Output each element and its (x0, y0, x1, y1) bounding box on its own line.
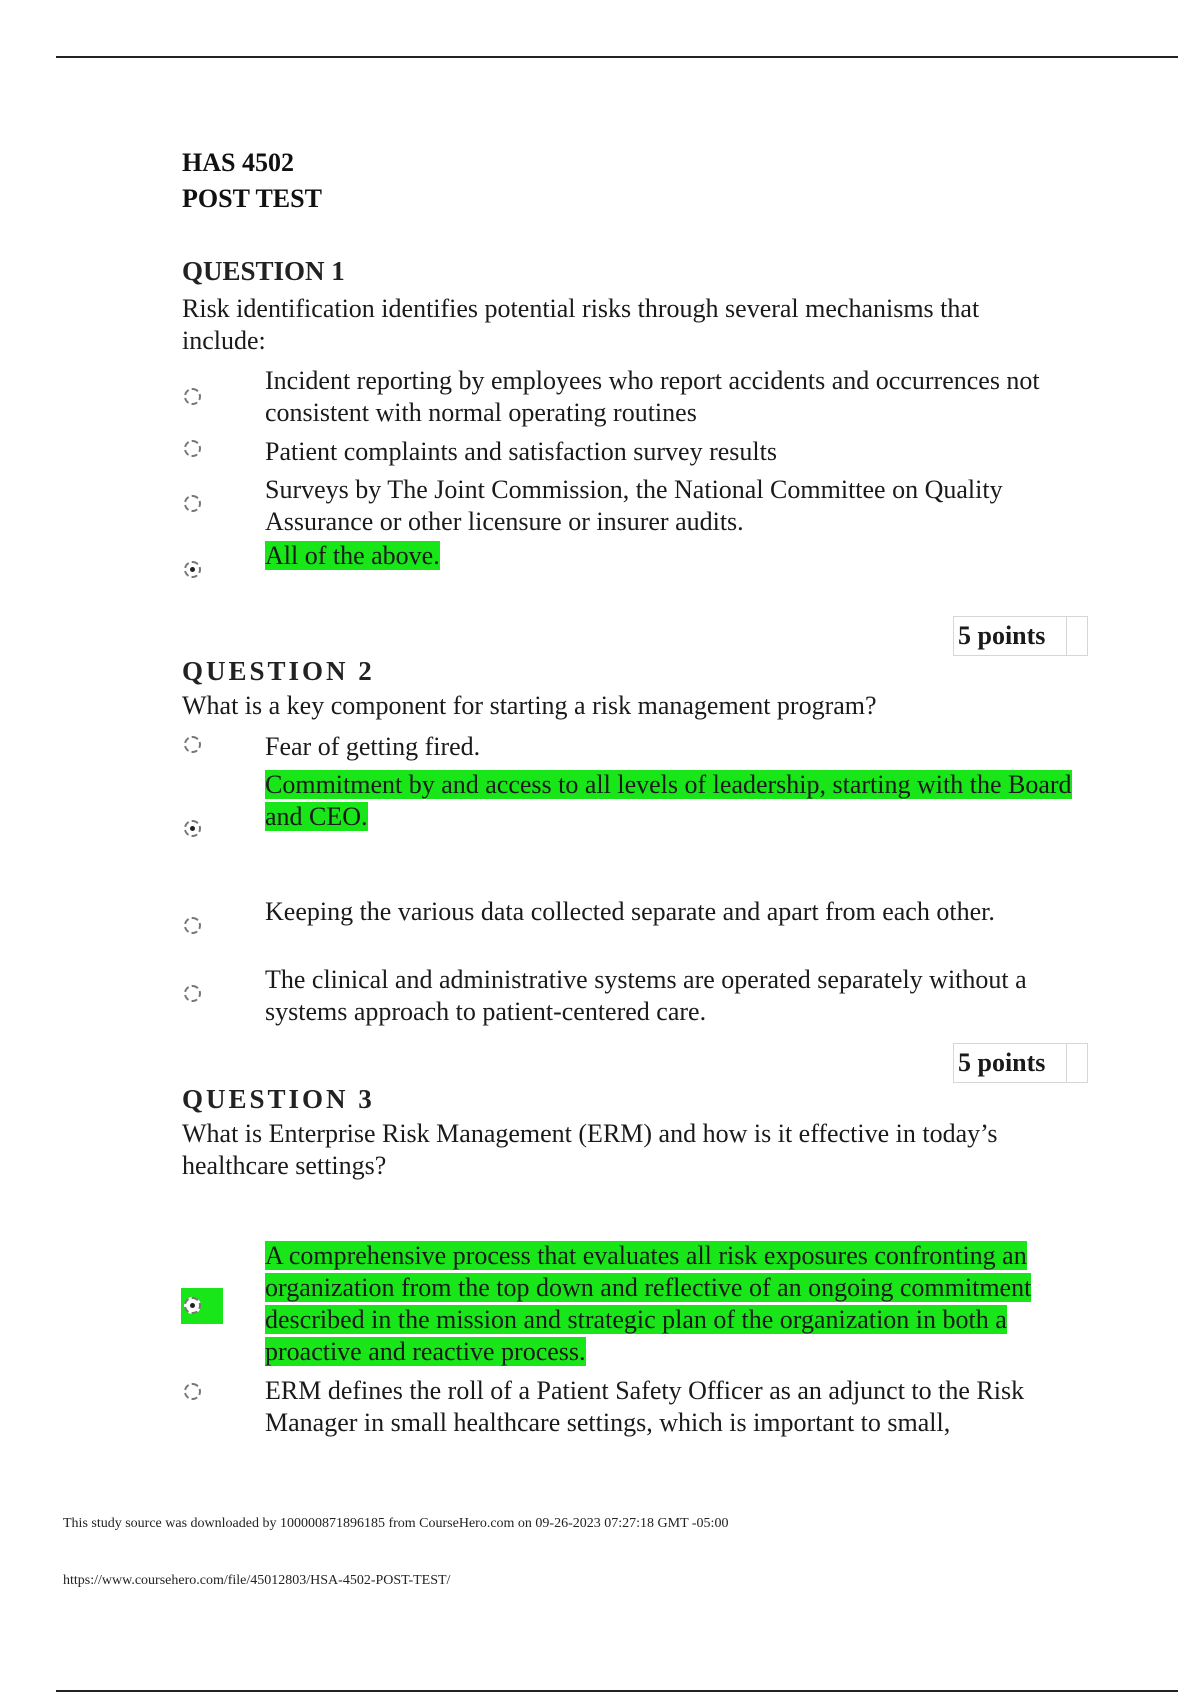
question-1-heading: QUESTION 1 (182, 256, 345, 286)
points-cell (1066, 617, 1087, 655)
question-2-option-3-text: Keeping the various data collected separate and apart from each other. (265, 897, 995, 926)
source-url[interactable]: https://www.coursehero.com/file/45012803/HSA-4502-POST-TEST/ (63, 1573, 451, 1588)
question-2-option-1-radio[interactable] (184, 736, 201, 753)
question-2-option-4-radio[interactable] (184, 985, 201, 1002)
question-2-heading: QUESTION 2 (182, 656, 375, 686)
question-1-option-2-text: Patient complaints and satisfaction survey results (265, 437, 777, 466)
question-1-option-1-radio[interactable] (184, 388, 201, 405)
question-3-option-1-radio[interactable] (184, 1297, 201, 1314)
question-3-text: What is Enterprise Risk Management (ERM) and how is it effective in today’s healthcare settings? (182, 1119, 998, 1180)
question-1-text: Risk identification identifies potential risks through several mechanisms that include: (182, 294, 980, 355)
top-rule (56, 56, 1178, 58)
question-1-option-1-text: Incident reporting by employees who report accidents and occurrences not consistent with normal operating routines (265, 366, 1040, 427)
question-3-option-2-radio[interactable] (184, 1383, 201, 1400)
question-2-points: 5 points (953, 616, 1088, 656)
question-1-option-4-text: All of the above. (265, 541, 440, 570)
question-3-option-2-text: ERM defines the roll of a Patient Safety Officer as an adjunct to the Risk Manager in small healthcare settings, which is important to small, (265, 1376, 1025, 1437)
question-1-option-3-text: Surveys by The Joint Commission, the National Committee on Quality Assurance or other licensure or insurer audits. (265, 475, 1003, 536)
question-1-option-4-radio[interactable] (184, 561, 201, 578)
question-3-option-1-text: A comprehensive process that evaluates all risk exposures confronting an organization from the top down and reflective of an ongoing commitment described in the mission and strategic plan of the organization in both a proactive and reactive process. (265, 1241, 1032, 1366)
course-code: HAS 4502 (182, 148, 294, 177)
page-subtitle: POST TEST (182, 184, 322, 213)
download-source-note: This study source was downloaded by 100000871896185 from CourseHero.com on 09-26-2023 07:27:18 GMT -05:00 (63, 1516, 729, 1531)
question-2-option-2-radio[interactable] (184, 820, 201, 837)
question-3-points: 5 points (953, 1043, 1088, 1083)
question-2-option-1-text: Fear of getting fired. (265, 732, 481, 761)
question-3-heading: QUESTION 3 (182, 1084, 375, 1114)
question-1-option-2-radio[interactable] (184, 440, 201, 457)
question-2-option-2-text: Commitment by and access to all levels of leadership, starting with the Board and CEO. (265, 770, 1072, 831)
question-2-text: What is a key component for starting a risk management program? (182, 691, 877, 720)
points-cell (1066, 1044, 1087, 1082)
bottom-rule (56, 1690, 1178, 1692)
question-2-option-3-radio[interactable] (184, 917, 201, 934)
question-1-option-3-radio[interactable] (184, 495, 201, 512)
question-2-option-4-text: The clinical and administrative systems are operated separately without a systems approach to patient-centered care. (265, 965, 1027, 1026)
